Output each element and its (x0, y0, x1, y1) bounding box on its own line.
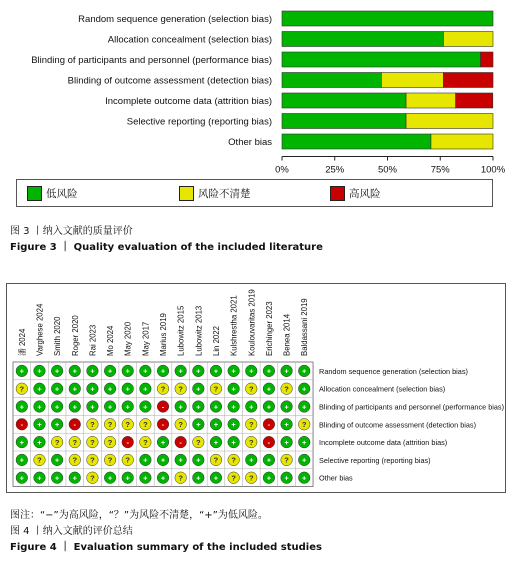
study-label: Lin 2022 (211, 326, 221, 356)
rating-symbol: + (143, 402, 148, 412)
rating-symbol: + (266, 384, 272, 394)
rating-symbol: + (160, 366, 166, 376)
rating-symbol: + (213, 420, 219, 430)
rating-symbol: ? (54, 437, 60, 447)
rating-symbol: + (37, 366, 42, 376)
rating-symbol: + (249, 366, 254, 376)
figure-4-caption-cn: 图 4 丨纳入文献的评价总结 (10, 526, 133, 537)
rating-symbol: + (266, 402, 272, 412)
rating-symbol: + (302, 402, 307, 412)
rating-symbol: + (107, 366, 113, 376)
category-label: Blinding of participants and personnel (performance bias) (31, 55, 272, 66)
rating-symbol: ? (37, 455, 42, 465)
rating-symbol: + (196, 384, 201, 394)
rating-symbol: + (19, 366, 25, 376)
rating-symbol: + (266, 455, 272, 465)
rating-symbol: - (20, 420, 24, 430)
rating-symbol: ? (107, 455, 113, 465)
rating-symbol: + (160, 455, 166, 465)
bar-segment (282, 114, 406, 129)
rating-symbol: + (125, 402, 130, 412)
legend-label-high: 高风险 (349, 188, 381, 200)
figure-4-risk-of-bias-summary (6, 283, 506, 493)
rating-symbol: + (90, 366, 95, 376)
rating-symbol: - (267, 420, 271, 430)
rating-symbol: + (284, 473, 289, 483)
rating-symbol: + (54, 366, 60, 376)
rating-symbol: + (196, 473, 201, 483)
rating-symbol: ? (107, 437, 113, 447)
domain-label: Blinding of participants and personnel (performance bias) (319, 402, 505, 412)
category-label: Selective reporting (reporting bias) (126, 116, 272, 128)
rating-symbol: ? (248, 473, 254, 483)
rating-symbol: + (231, 366, 236, 376)
rating-symbol: - (126, 437, 129, 447)
legend-item-unclear (179, 186, 251, 201)
bar-segment (406, 114, 493, 129)
rating-symbol: ? (231, 455, 236, 465)
category-label: Random sequence generation (selection bias) (78, 14, 272, 25)
rating-symbol: ? (72, 437, 78, 447)
study-label: Roger 2020 (70, 315, 80, 356)
rating-symbol: + (72, 402, 77, 412)
rating-symbol: ? (178, 384, 183, 394)
rating-symbol: + (90, 402, 95, 412)
bar-segment (381, 73, 443, 88)
rating-symbol: ? (90, 420, 95, 430)
bar-segment (282, 32, 443, 47)
rating-symbol: + (266, 366, 272, 376)
rating-symbol: + (54, 402, 60, 412)
rating-symbol: + (54, 455, 60, 465)
rating-symbol: + (302, 473, 307, 483)
rating-symbol: + (54, 420, 60, 430)
rating-symbol: + (196, 402, 201, 412)
rating-symbol: ? (125, 420, 131, 430)
rating-symbol: - (161, 402, 165, 412)
rating-symbol: ? (284, 455, 289, 465)
study-label: Rai 2023 (88, 324, 98, 356)
rating-symbol: + (284, 437, 289, 447)
rating-symbol: + (54, 384, 60, 394)
rating-symbol: ? (284, 384, 289, 394)
domain-label: Other bias (319, 473, 353, 483)
rating-symbol: ? (213, 384, 219, 394)
bar-segment (282, 11, 493, 26)
risk-of-bias-summary-table (7, 284, 507, 494)
risk-of-bias-bar-chart (0, 0, 512, 180)
study-label: Varghese 2024 (35, 303, 45, 356)
study-label: Marius 2019 (159, 313, 169, 356)
rating-symbol: + (249, 402, 254, 412)
rating-symbol: ? (196, 437, 201, 447)
rating-symbol: ? (231, 473, 236, 483)
rating-symbol: + (231, 402, 236, 412)
study-label: 潘 2024 (17, 328, 27, 356)
legend-item-high (330, 186, 381, 201)
domain-label: Random sequence generation (selection bias) (319, 366, 468, 376)
domain-label: Blinding of outcome assessment (detection bias) (319, 420, 477, 430)
study-label: Benea 2014 (282, 313, 292, 356)
bar-segment (282, 134, 431, 149)
rating-symbol: + (19, 437, 25, 447)
study-label: Lubowitz 2013 (194, 305, 204, 356)
bar-segment (282, 73, 381, 88)
rating-symbol: + (143, 384, 148, 394)
legend-swatch-low (27, 186, 42, 201)
rating-symbol: + (72, 366, 77, 376)
rating-symbol: + (249, 455, 254, 465)
rating-symbol: ? (90, 473, 95, 483)
category-label: Incomplete outcome data (attrition bias) (105, 96, 272, 107)
figure-4-caption-en: Figure 4 ｜ Evaluation summary of the included studies (10, 542, 322, 553)
rating-symbol: ? (248, 384, 254, 394)
rating-symbol: + (19, 455, 25, 465)
study-label: Koulouvaritas 2019 (247, 289, 257, 356)
rating-symbol: ? (178, 473, 183, 483)
bar-segment (481, 52, 493, 67)
rating-symbol: + (302, 366, 307, 376)
rating-symbol: + (213, 366, 219, 376)
rating-symbol: + (107, 473, 113, 483)
rating-symbol: + (160, 473, 166, 483)
bar-segment (443, 32, 493, 47)
rating-symbol: + (37, 384, 42, 394)
rating-symbol: + (266, 473, 272, 483)
rating-symbol: + (143, 366, 148, 376)
legend-item-low (27, 186, 78, 201)
rating-symbol: + (196, 366, 201, 376)
x-tick-label: 25% (325, 164, 345, 176)
rating-symbol: + (37, 473, 42, 483)
bar-segment (443, 73, 493, 88)
rating-symbol: ? (90, 455, 95, 465)
rating-symbol: + (213, 473, 219, 483)
rating-symbol: ? (301, 420, 307, 430)
study-label: May 2020 (123, 321, 133, 356)
rating-symbol: + (178, 366, 183, 376)
study-label: Kulshrestha 2021 (229, 295, 239, 356)
rating-symbol: - (161, 420, 165, 430)
rating-symbol: + (90, 384, 95, 394)
bar-segment (456, 93, 493, 108)
x-tick-label: 0% (275, 164, 289, 176)
rating-symbol: + (37, 402, 42, 412)
study-label: Mo 2024 (106, 325, 116, 356)
rating-symbol: + (302, 437, 307, 447)
category-label: Other bias (228, 137, 272, 148)
rating-symbol: + (19, 473, 25, 483)
figure-3-caption-en: Figure 3 ｜ Quality evaluation of the included literature (10, 242, 323, 253)
rating-symbol: ? (178, 420, 183, 430)
x-tick-label: 50% (377, 164, 398, 176)
rating-symbol: + (284, 366, 289, 376)
rating-symbol: + (178, 402, 183, 412)
rating-symbol: + (160, 437, 166, 447)
rating-symbol: - (179, 437, 182, 447)
rating-symbol: + (302, 455, 307, 465)
rating-symbol: ? (72, 455, 78, 465)
legend-swatch-high (330, 186, 345, 201)
rating-symbol: - (73, 420, 77, 430)
study-label: Smith 2020 (53, 316, 63, 356)
rating-symbol: + (196, 455, 201, 465)
rating-symbol: + (213, 402, 219, 412)
rating-symbol: + (284, 402, 289, 412)
rating-symbol: + (231, 437, 236, 447)
rating-symbol: ? (90, 437, 95, 447)
x-tick-label: 100% (480, 164, 506, 176)
rating-symbol: ? (160, 384, 166, 394)
rating-symbol: + (107, 384, 113, 394)
study-label: Lubowitz 2015 (176, 305, 186, 356)
rating-symbol: ? (143, 437, 148, 447)
rating-symbol: + (231, 384, 236, 394)
rating-symbol: + (107, 402, 113, 412)
x-tick-label: 75% (430, 164, 450, 176)
rating-symbol: + (72, 473, 77, 483)
legend-label-low: 低风险 (46, 188, 78, 200)
rating-symbol: ? (125, 455, 131, 465)
domain-label: Selective reporting (reporting bias) (319, 455, 431, 465)
legend-swatch-unclear (179, 186, 194, 201)
rating-symbol: + (178, 455, 183, 465)
category-label: Allocation concealment (selection bias) (107, 34, 272, 46)
rating-symbol: + (125, 366, 130, 376)
rating-symbol: + (19, 402, 25, 412)
rating-symbol: + (125, 384, 130, 394)
rating-symbol: + (37, 420, 42, 430)
rating-symbol: + (196, 420, 201, 430)
study-label: Baldassani 2019 (300, 298, 310, 356)
domain-label: Incomplete outcome data (attrition bias) (319, 438, 448, 448)
domain-label: Allocation concealment (selection bias) (319, 384, 446, 394)
figure-3-caption-cn: 图 3 丨纳入文献的质量评价 (10, 226, 133, 237)
legend-label-unclear: 风险不清楚 (198, 188, 251, 200)
rating-symbol: - (267, 437, 271, 447)
rating-symbol: ? (248, 420, 254, 430)
bar-segment (431, 134, 493, 149)
bar-segment (282, 52, 481, 67)
bar-segment (406, 93, 456, 108)
rating-symbol: ? (213, 455, 219, 465)
category-label: Blinding of outcome assessment (detection bias) (67, 75, 272, 87)
bar-segment (282, 93, 406, 108)
chart-legend (16, 179, 493, 207)
rating-symbol: + (125, 473, 130, 483)
rating-symbol: ? (19, 384, 25, 394)
rating-symbol: + (284, 420, 289, 430)
study-label: May 2017 (141, 321, 151, 356)
figure-4-note: 图注：“−”为高风险，“？”为风险不清楚，“+”为低风险。 (10, 510, 268, 521)
rating-symbol: + (143, 455, 148, 465)
rating-symbol: + (54, 473, 60, 483)
rating-symbol: ? (143, 420, 148, 430)
rating-symbol: + (231, 420, 236, 430)
rating-symbol: ? (248, 437, 254, 447)
figure-3-risk-of-bias-graph (0, 0, 512, 218)
rating-symbol: + (72, 384, 77, 394)
rating-symbol: + (37, 437, 42, 447)
rating-symbol: + (143, 473, 148, 483)
rating-symbol: + (302, 384, 307, 394)
rating-symbol: + (213, 437, 219, 447)
study-label: Erichinger 2023 (264, 301, 274, 356)
rating-symbol: ? (107, 420, 113, 430)
